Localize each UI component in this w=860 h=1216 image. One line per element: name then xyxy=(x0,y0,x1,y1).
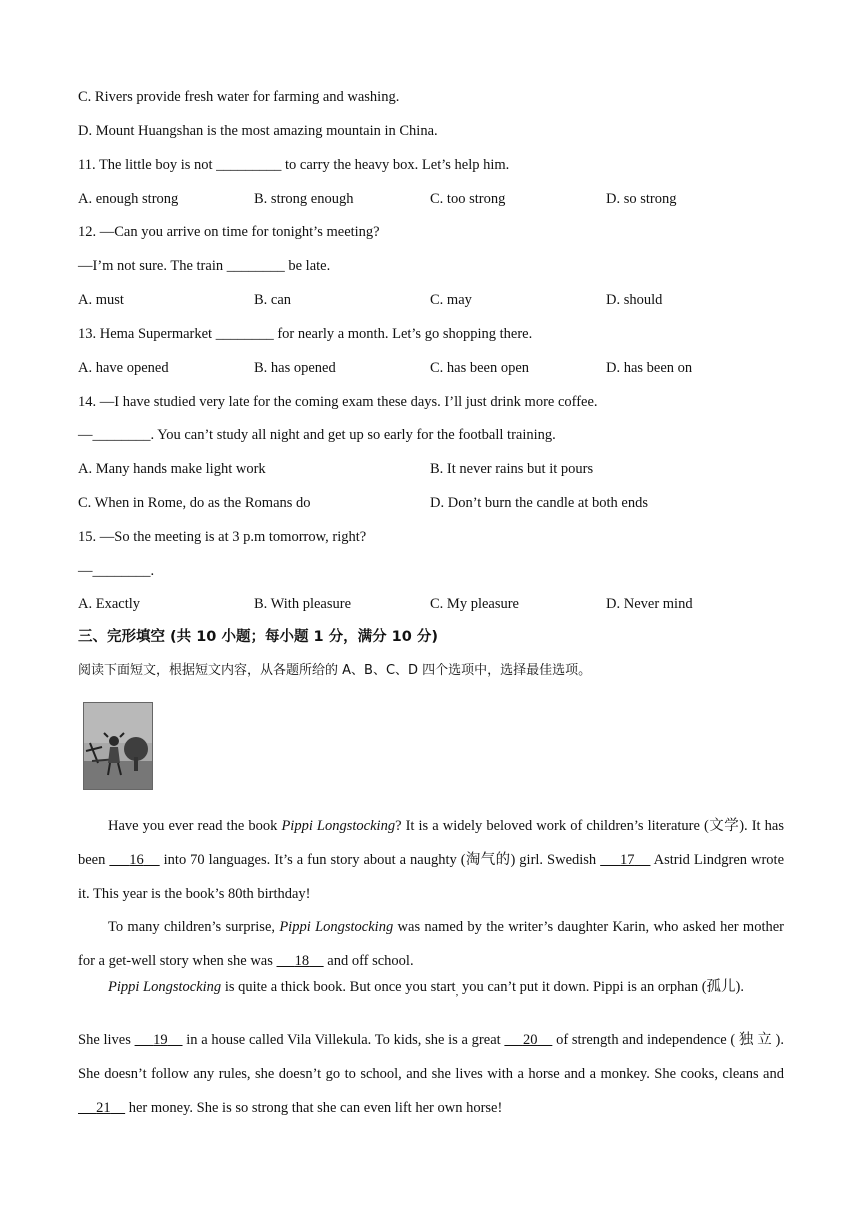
section-heading: 三、完形填空 (共 10 小题；每小题 1 分，满分 10 分) xyxy=(78,629,439,645)
question-13: 13. Hema Supermarket ________ for nearly a month. Let’s go shopping there. xyxy=(78,326,533,342)
passage-paragraph-1: Have you ever read the book Pippi Longstocking? It is a widely beloved work of children’s literature (文学). It has been 16 into 70 languages. It’s a fun story about a naughty (淘气的) girl. Swedish 17 Astrid Lindgren wrote it. This year is the book’s 80th birthday! xyxy=(78,818,785,902)
q14-option-b: B. It never rains but it pours xyxy=(430,461,594,477)
option-d-q10: D. Mount Huangshan is the most amazing mountain in China. xyxy=(78,123,438,139)
q11-option-a: A. enough strong xyxy=(78,191,179,207)
q12-option-c: C. may xyxy=(430,292,472,308)
passage-paragraph-2: To many children’s surprise, Pippi Longstocking was named by the writer’s daughter Karin, who asked her mother for a get-well story when she was 18 and off school. xyxy=(78,919,784,969)
q12-option-b: B. can xyxy=(254,292,292,308)
blank-17: 17 xyxy=(620,852,635,868)
question-11: 11. The little boy is not _________ to carry the heavy box. Let’s help him. xyxy=(78,157,510,173)
q12-option-d: D. should xyxy=(606,292,663,308)
blank-19: 19 xyxy=(153,1032,168,1048)
question-15-line-1: 15. —So the meeting is at 3 p.m tomorrow, right? xyxy=(78,529,367,545)
q13-option-d: D. has been on xyxy=(606,360,693,376)
question-14-line-2: —________. You can’t study all night and get up so early for the football training. xyxy=(78,427,556,443)
question-15-line-2: —________. xyxy=(78,563,155,579)
q11-option-d: D. so strong xyxy=(606,191,677,207)
section-instruction: 阅读下面短文，根据短文内容，从各题所给的 A、B、C、D 四个选项中，选择最佳选项。 xyxy=(78,663,592,678)
question-12-line-1: 12. —Can you arrive on time for tonight’s meeting? xyxy=(78,224,380,240)
q15-option-c: C. My pleasure xyxy=(430,596,519,612)
story-illustration xyxy=(83,702,153,790)
blank-21: 21 xyxy=(96,1100,111,1116)
q12-option-a: A. must xyxy=(78,292,124,308)
blank-20: 20 xyxy=(522,1032,538,1048)
q13-option-a: A. have opened xyxy=(78,360,169,376)
q14-option-d: D. Don’t burn the candle at both ends xyxy=(430,495,648,511)
q13-option-c: C. has been open xyxy=(430,360,530,376)
q15-option-d: D. Never mind xyxy=(606,596,693,612)
q14-option-a: A. Many hands make light work xyxy=(78,461,266,477)
question-14-line-1: 14. —I have studied very late for the coming exam these days. I’ll just drink more coffee. xyxy=(78,394,598,410)
option-c-q10: C. Rivers provide fresh water for farming and washing. xyxy=(78,89,400,105)
blank-18: 18 xyxy=(294,953,310,969)
q11-option-b: B. strong enough xyxy=(254,191,354,207)
passage-paragraph-3-line-1: Pippi Longstocking is quite a thick book. But once you start$_,$ you can’t put it down. Pippi is an orphan (孤儿). xyxy=(108,979,745,998)
blank-16: 16 xyxy=(129,852,144,868)
q14-option-c: C. When in Rome, do as the Romans do xyxy=(78,495,311,511)
q13-option-b: B. has opened xyxy=(254,360,336,376)
q15-option-a: A. Exactly xyxy=(78,596,141,612)
question-12-line-2: —I’m not sure. The train ________ be late. xyxy=(78,258,331,274)
q11-option-c: C. too strong xyxy=(430,191,506,207)
q15-option-b: B. With pleasure xyxy=(254,596,352,612)
passage-paragraph-3-body: She lives 19 in a house called Vila Villekula. To kids, she is a great 20 of strength and independence ( 独 立 ). She doesn’t follow any rules, she doesn’t go to school, and she lives with a horse and a monkey. She cooks, cleans and 21 her money. She is so strong that she can even lift her own horse! xyxy=(78,1032,784,1116)
